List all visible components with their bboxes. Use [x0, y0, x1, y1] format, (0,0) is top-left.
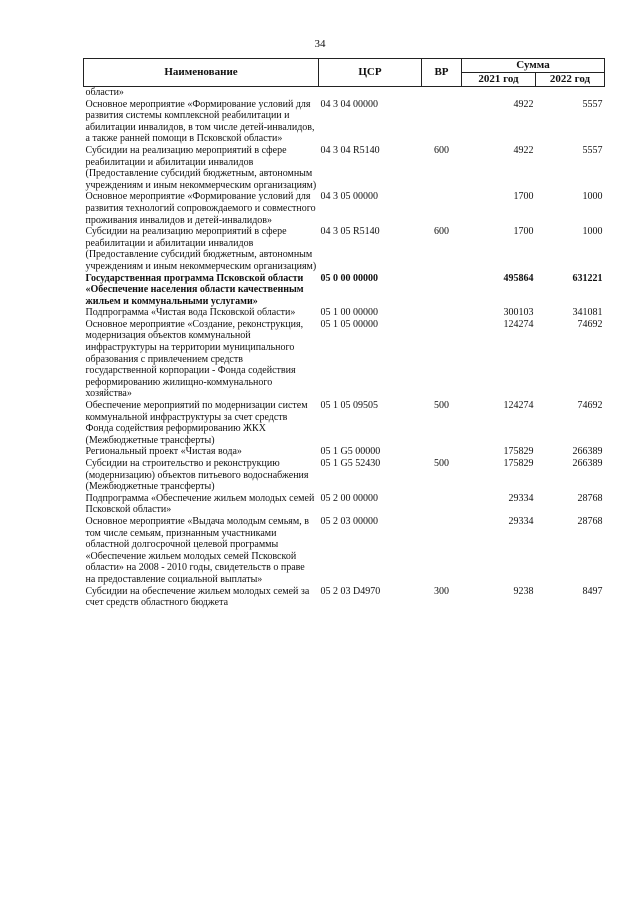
sum-2021-cell: 1700: [513, 191, 534, 203]
sum-2022-cell: 28768: [577, 492, 603, 504]
vr-cell: [422, 273, 462, 308]
sum-2021-cell: 175829: [503, 446, 534, 458]
table-row: [84, 319, 605, 400]
sum-2022-cell: 5557: [582, 98, 603, 110]
name-cell: Региональный проект «Чистая вода»: [85, 446, 242, 458]
csr-cell: 05 2 03 D4970: [320, 585, 381, 597]
sum-2021-cell: 9238: [513, 585, 534, 597]
page-number: 34: [314, 38, 326, 50]
vr-cell: 300: [434, 585, 449, 597]
csr-cell: 05 1 05 00000: [320, 318, 378, 330]
name-cell: Субсидии на строительство и реконструкцию (модернизацию) объектов питьевого водоснабжения (Межбюджетные трансферты): [85, 458, 309, 493]
vr-cell: [422, 191, 462, 226]
table-row: [84, 87, 605, 99]
vr-cell: 600: [434, 226, 449, 238]
sum-2021-cell: 4922: [513, 144, 534, 156]
csr-cell: 05 1 G5 00000: [320, 446, 381, 458]
vr-cell: [422, 307, 462, 319]
table-row: [84, 273, 605, 308]
sum-2021-cell: 175829: [503, 458, 534, 469]
csr-cell: 05 2 00 00000: [320, 492, 378, 504]
name-cell: Основное мероприятие «Выдача молодым семьям, в том числе семьям, признанным участниками областной долгосрочной целевой программы «Обеспечение жильем молодых семей Псковской области» на 2008 - 2010 годы, свидетельств о праве на предоставление социальной выплаты»: [85, 515, 309, 585]
name-cell: Подпрограмма «Обеспечение жильем молодых семей Псковской области»: [85, 492, 315, 516]
sum-2021-cell: 1700: [513, 226, 534, 238]
name-cell: Субсидии на обеспечение жильем молодых семей за счет средств областного бюджета: [85, 585, 310, 609]
vr-cell: [422, 87, 462, 99]
vr-cell: [422, 319, 462, 400]
vr-cell: [422, 493, 462, 516]
csr-cell: 04 3 05 00000: [320, 191, 378, 203]
vr-cell: [422, 446, 462, 458]
name-cell: Субсидии на реализацию мероприятий в сфере реабилитации и абилитации инвалидов (Предоставление субсидий бюджетным, автономным учреждениям и иным некоммерческим организациям): [85, 144, 317, 191]
vr-cell: [422, 516, 462, 586]
header-2022: 2022 год: [536, 73, 605, 87]
csr-cell: [319, 87, 422, 99]
csr-cell: 05 1 G5 52430: [320, 458, 381, 469]
sum-2022-cell: 5557: [582, 144, 603, 156]
csr-cell: 05 0 00 00000: [320, 272, 378, 284]
table-row: [84, 226, 605, 272]
sum-2021-cell: 4922: [513, 98, 534, 110]
vr-cell: 600: [434, 144, 449, 156]
csr-cell: 05 2 03 00000: [320, 515, 378, 527]
table-row: [84, 586, 605, 609]
sum-2022-cell: 74692: [577, 318, 603, 330]
table-row: [84, 493, 605, 516]
name-cell: Основное мероприятие «Формирование условий для развития технологий сопровождаемого и совместного проживания инвалидов и детей-инвалидов»: [85, 191, 316, 226]
sum-2021-cell: 300103: [503, 307, 534, 319]
sum-2022-cell: 1000: [582, 226, 603, 238]
sum-2022-cell: 266389: [572, 446, 603, 458]
table-row: [84, 446, 605, 458]
table-row: [84, 99, 605, 145]
table-row: [84, 307, 605, 319]
sum-2021-cell: 495864: [503, 272, 534, 284]
vr-cell: 500: [434, 400, 449, 412]
budget-table: [83, 58, 605, 609]
name-cell: Основное мероприятие «Формирование условий для развития системы комплексной реабилитации и абилитации инвалидов, в том числе детей-инвалидов, а также ранней помощи в Псковской области»: [85, 98, 315, 145]
sum-2022-cell: 8497: [582, 585, 603, 597]
sum-2021-cell: 124274: [503, 318, 534, 330]
csr-cell: 05 1 05 09505: [320, 400, 378, 412]
sum-2021-cell: 124274: [503, 400, 534, 412]
sum-2022-cell: 631221: [572, 272, 603, 284]
name-cell: Основное мероприятие «Создание, реконструкция, модернизация объектов коммунальной инфраструктуры на территории муниципального образования с привлечением средств государственной корпорации - Фонда содействия реформированию жилищно-коммунального хозяйства»: [85, 318, 304, 400]
header-csr: ЦСР: [319, 59, 422, 87]
table-row: [84, 400, 605, 446]
sum-2022-cell: 28768: [577, 515, 603, 527]
name-cell: Государственная программа Псковской области «Обеспечение населения области качественным жильем и коммунальными услугами»: [85, 272, 304, 307]
table-header: [84, 59, 605, 87]
name-cell: Подпрограмма «Чистая вода Псковской области»: [85, 307, 296, 319]
header-vr: ВР: [422, 59, 462, 87]
csr-cell: 05 1 00 00000: [320, 307, 378, 319]
sum-2022-cell: 74692: [577, 400, 603, 412]
table-body: [84, 87, 605, 609]
header-name: Наименование: [84, 59, 319, 87]
sum-2022-cell: 1000: [582, 191, 603, 203]
name-cell: Обеспечение мероприятий по модернизации систем коммунальной инфраструктуры за счет средств Фонда содействия реформированию ЖКХ (Межбюджетные трансферты): [85, 400, 308, 446]
csr-cell: 04 3 04 00000: [320, 98, 378, 110]
sum-2021-cell: 29334: [508, 492, 534, 504]
sum-2021-cell: 29334: [508, 515, 534, 527]
sum-2022-cell: [536, 87, 605, 99]
table-row: [84, 458, 605, 493]
sum-2022-cell: 341081: [572, 307, 603, 319]
name-cell: Субсидии на реализацию мероприятий в сфере реабилитации и абилитации инвалидов (Предоставление субсидий бюджетным, автономным учреждениям и иным некоммерческим организациям): [85, 226, 317, 272]
table-row: [84, 191, 605, 226]
csr-cell: 04 3 04 R5140: [320, 144, 380, 156]
sum-2021-cell: [462, 87, 536, 99]
table-row: [84, 516, 605, 586]
vr-cell: [422, 99, 462, 145]
name-cell: области»: [85, 87, 124, 98]
vr-cell: 500: [434, 458, 449, 469]
header-2021: 2021 год: [462, 73, 536, 87]
sum-2022-cell: 266389: [572, 458, 603, 469]
header-sum: Сумма: [462, 59, 605, 73]
csr-cell: 04 3 05 R5140: [320, 226, 380, 238]
table-row: [84, 145, 605, 191]
